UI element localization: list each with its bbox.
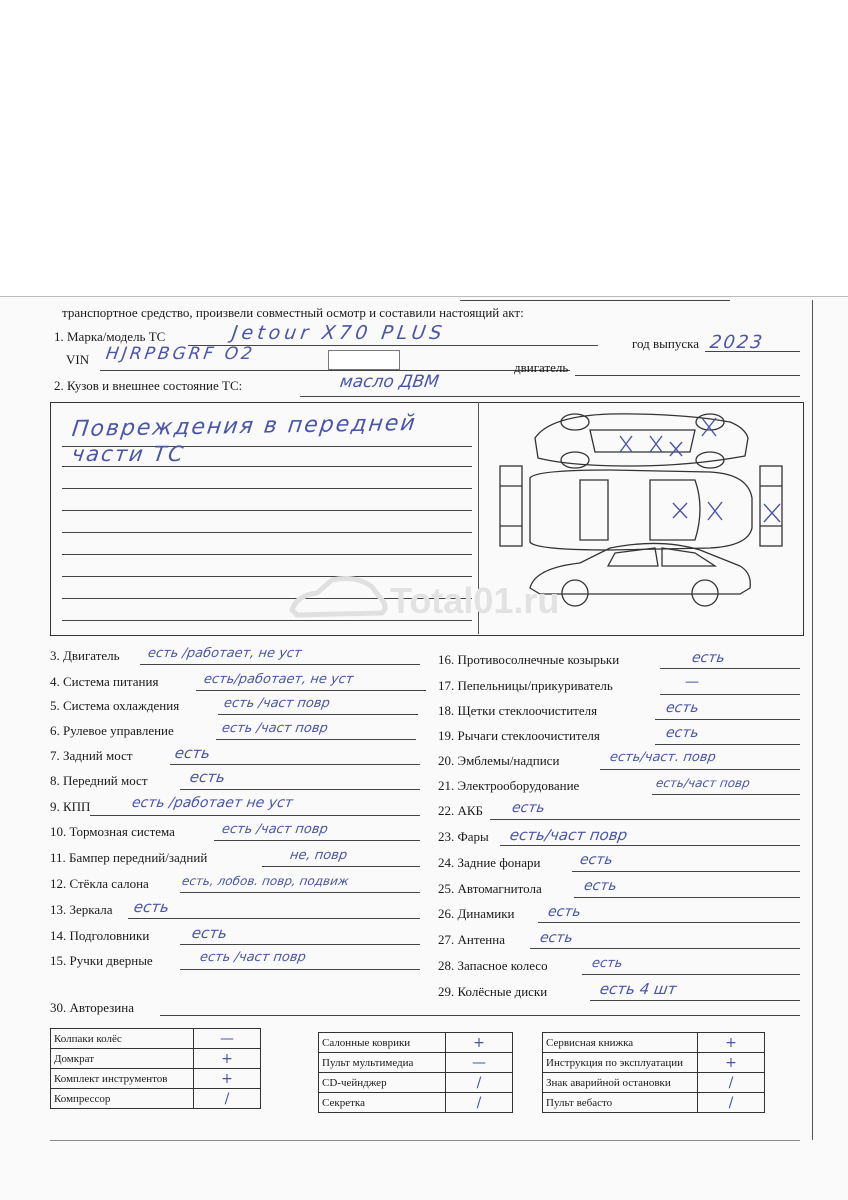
- checklist-label: 14. Подголовники: [50, 928, 150, 943]
- checklist-label: 13. Зеркала: [50, 902, 113, 917]
- checklist-label: 15. Ручки дверные: [50, 953, 153, 968]
- tires-label: 30. Авторезина: [50, 1000, 134, 1015]
- year-value: 2023: [708, 332, 766, 353]
- equipment-mark: /: [446, 1093, 513, 1113]
- checklist-value: есть: [190, 924, 229, 942]
- vin-redaction-box: [328, 350, 400, 370]
- equipment-mark: +: [194, 1069, 261, 1089]
- checklist-value: есть: [664, 725, 700, 741]
- checklist-value: есть /част повр: [220, 721, 329, 736]
- equipment-label: Колпаки колёс: [51, 1029, 194, 1049]
- checklist-label: 23. Фары: [438, 829, 489, 844]
- checklist-label: 19. Рычаги стеклоочистителя: [438, 728, 600, 743]
- damage-note-line1: Повреждения в передней: [70, 410, 419, 443]
- checklist-label: 10. Тормозная система: [50, 824, 175, 839]
- equipment-table-1: [50, 1028, 261, 1109]
- equipment-mark: /: [194, 1089, 261, 1109]
- equipment-mark: +: [698, 1053, 765, 1073]
- checklist-label: 4. Система питания: [50, 674, 159, 689]
- checklist-value: есть /част повр: [222, 696, 331, 711]
- checklist-value: есть/работает, не уст: [202, 672, 355, 687]
- checklist-value: есть /работает не уст: [130, 795, 294, 811]
- bottom-rule: [50, 1140, 800, 1141]
- checklist-value: есть/част повр: [655, 776, 751, 790]
- margin-line: [812, 300, 813, 1140]
- checklist-value: есть: [132, 898, 171, 916]
- checklist-label: 28. Запасное колесо: [438, 958, 548, 973]
- body-label: 2. Кузов и внешнее состояние ТС:: [54, 378, 243, 393]
- checklist-label: 12. Стёкла салона: [50, 876, 149, 891]
- equipment-mark: +: [446, 1033, 513, 1053]
- equipment-table-3: [542, 1032, 765, 1113]
- year-label: год выпуска: [632, 336, 699, 351]
- checklist-value: есть: [690, 650, 726, 666]
- checklist-label: 25. Автомагнитола: [438, 881, 542, 896]
- checklist-value: —: [683, 674, 701, 690]
- equipment-label: Знак аварийной остановки: [543, 1073, 698, 1093]
- checklist-value: есть 4 шт: [598, 980, 678, 998]
- equipment-mark: /: [698, 1093, 765, 1113]
- equipment-label: CD-чейнджер: [319, 1073, 446, 1093]
- checklist-value: есть: [582, 878, 618, 894]
- checklist-value: есть: [664, 700, 700, 716]
- make-value: Jetour X70 PLUS: [230, 322, 448, 344]
- checklist-value: есть: [510, 800, 546, 816]
- equipment-mark: +: [698, 1033, 765, 1053]
- checklist-label: 3. Двигатель: [50, 648, 120, 663]
- equipment-label: Комплект инструментов: [51, 1069, 194, 1089]
- watermark-car-icon: [282, 565, 392, 635]
- checklist-label: 7. Задний мост: [50, 748, 133, 763]
- checklist-value: есть /част повр: [220, 822, 329, 837]
- checklist-value: есть: [590, 956, 624, 971]
- checklist-label: 24. Задние фонари: [438, 855, 541, 870]
- equipment-mark: +: [194, 1049, 261, 1069]
- body-value: масло ДВМ: [338, 372, 441, 392]
- checklist-value: есть: [188, 768, 227, 786]
- checklist-label: 20. Эмблемы/надписи: [438, 753, 560, 768]
- equipment-mark: /: [698, 1073, 765, 1093]
- make-label: 1. Марка/модель ТС: [54, 329, 166, 344]
- checklist-value: есть /работает, не уст: [146, 646, 303, 661]
- watermark-text: Total01.ru: [390, 580, 560, 621]
- equipment-label: Салонные коврики: [319, 1033, 446, 1053]
- checklist-label: 6. Рулевое управление: [50, 723, 174, 738]
- equipment-label: Сервисная книжка: [543, 1033, 698, 1053]
- checklist-value: есть: [538, 930, 574, 946]
- checklist-value: есть/част. повр: [608, 750, 717, 765]
- equipment-label: Компрессор: [51, 1089, 194, 1109]
- intro-text: транспортное средство, произвели совместный осмотр и составили настоящий акт:: [62, 305, 524, 320]
- equipment-label: Пульт мультимедиа: [319, 1053, 446, 1073]
- equipment-label: Пульт вебасто: [543, 1093, 698, 1113]
- checklist-label: 21. Электрооборудование: [438, 778, 580, 793]
- checklist-value: не, повр: [288, 848, 349, 863]
- checklist-value: есть: [173, 744, 212, 762]
- checklist-label: 17. Пепельницы/прикуриватель: [438, 678, 613, 693]
- damage-note-line2: части ТС: [70, 442, 187, 466]
- checklist-label: 9. КПП: [50, 799, 91, 814]
- equipment-label: Секретка: [319, 1093, 446, 1113]
- equipment-label: Инструкция по эксплуатации: [543, 1053, 698, 1073]
- checklist-value: есть: [546, 904, 582, 920]
- checklist-label: 27. Антенна: [438, 932, 505, 947]
- checklist-value: есть: [578, 852, 614, 868]
- checklist-value: есть, лобов. повр, подвиж: [181, 874, 350, 888]
- equipment-mark: —: [194, 1029, 261, 1049]
- checklist-label: 22. АКБ: [438, 803, 484, 818]
- checklist-label: 18. Щетки стеклоочистителя: [438, 703, 598, 718]
- checklist-label: 5. Система охлаждения: [50, 698, 180, 713]
- redaction-block: [0, 0, 848, 297]
- checklist-value: есть /част повр: [198, 950, 307, 965]
- vin-label: VIN: [66, 352, 90, 367]
- engine-label: двигатель: [514, 360, 569, 375]
- equipment-mark: —: [446, 1053, 513, 1073]
- equipment-table-2: [318, 1032, 513, 1113]
- checklist-label: 26. Динамики: [438, 906, 515, 921]
- checklist-label: 16. Противосолнечные козырьки: [438, 652, 620, 667]
- equipment-label: Домкрат: [51, 1049, 194, 1069]
- checklist-label: 8. Передний мост: [50, 773, 148, 788]
- checklist-label: 29. Колёсные диски: [438, 984, 548, 999]
- equipment-mark: /: [446, 1073, 513, 1093]
- vin-value: HJRPBGRF O2: [104, 344, 257, 364]
- checklist-value: есть/част повр: [508, 826, 629, 844]
- checklist-label: 11. Бампер передний/задний: [50, 850, 208, 865]
